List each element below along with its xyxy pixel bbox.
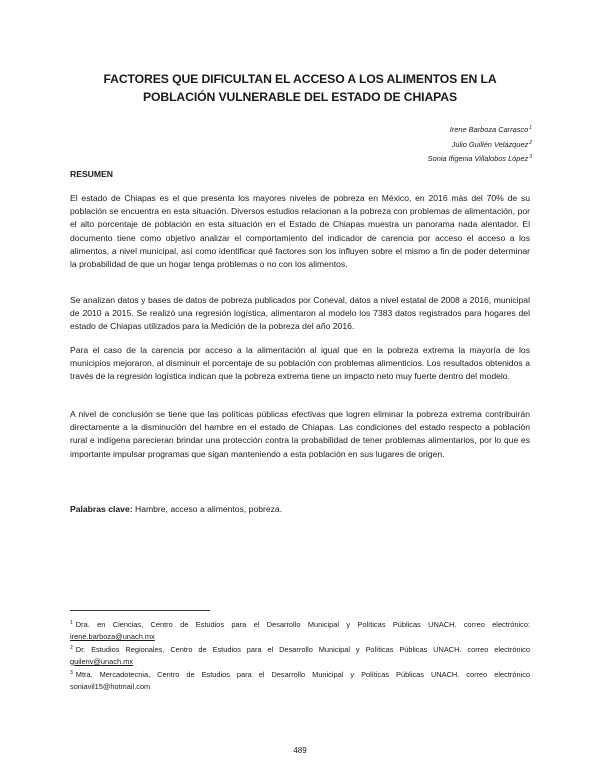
abstract-paragraph-3: Para el caso de la carencia por acceso a la alimentación al igual que en la pobreza extrema la mayoría de los municipios mejoraron, al disminuir el porcentaje de su población con problemas alimenticios. Los resultados obtenidos a través de la regresión logística indican que la pobreza extrema tiene un impacto neto muy fuerte dentro del modelo. — [70, 345, 530, 382]
author-1-footnote-mark: 1 — [529, 125, 532, 131]
author-2-footnote-mark: 2 — [529, 139, 532, 146]
footnote-2-email-link[interactable]: guilenv@unach.mx — [70, 656, 133, 666]
abstract-paragraph-4: A nivel de conclusión se tiene que las políticas públicas efectivas que logren eliminar la pobreza extrema contribuirán directamente a la disminución del hambre en el estado de Chiapas. Las condiciones del estado respecto a población rural e indígena parecieran brindar una protección contra la probabilidad de tener problemas alimentarios, por lo que es importante impulsar programas que sigan manteniendo a esta población en sus lugares de origen. — [70, 409, 530, 459]
page-number: 489 — [293, 746, 307, 755]
footnote-2: $^2$ Dr. Estudios Regionales, Centro de Estudios para el Desarrollo Municipal y Políticas Públicas UNACH. correo electrónico guilenv@unach.mx — [70, 645, 530, 666]
footnotes — [70, 618, 530, 694]
abstract-paragraph-2: Se analizan datos y bases de datos de pobreza publicados por Coneval, datos a nivel estatal de 2008 a 2016, municipal de 2010 a 2015. Se realizó una regresión logística, alimentaron al modelo los 7383 datos registrados para hogares del estado de Chiapas utilizados para la Medición de la pobreza del año 2016. — [70, 295, 530, 332]
footnote-1-email-link[interactable]: irene.barboza@unach.mx — [70, 631, 155, 641]
footnote-1: $^1$ Dra. en Ciencias, Centro de Estudios para el Desarrollo Municipal y Políticas Públicas UNACH. correo electrónico: irene.barboza@unach.mx — [70, 620, 530, 641]
author-3: Sonia Ifigenia Villalobos López$^3$ — [427, 154, 532, 163]
author-list — [428, 122, 532, 166]
footnote-3: $^3$ Mtra. Mercadotecnia, Centro de Estudios para el Desarrollo Municipal y Políticas Públicas UNACH. correo electrónico soniavil15@hotmail.com — [70, 670, 530, 691]
resumen-heading: RESUMEN — [70, 169, 113, 179]
keywords-label: Palabras clave: — [70, 504, 133, 514]
keywords — [70, 503, 530, 516]
keywords-text: Hambre, acceso a alimentos, pobreza. — [132, 504, 283, 514]
author-1: Irene Barboza Carrasco$^1$ — [449, 125, 532, 134]
footnote-divider — [70, 610, 210, 611]
footnote-3-email: soniavil15@hotmail.com — [70, 681, 151, 691]
author-3-footnote-mark: 3 — [529, 154, 532, 160]
author-2: Julio Guillén Velázquez$^2$ — [451, 139, 532, 149]
abstract-paragraph-1: El estado de Chiapas es el que presenta los mayores niveles de pobreza en México, en 2016 más del 70% de su población se encuentra en esta situación. Diversos estudios relacionan a la pobreza con problemas de alimentación, por el alto porcentaje de población en esta situación en el Estado de Chiapas muestra un panorama nada alentador. El documento tiene como objetivo analizar el comportamiento del indicador de carencia por acceso el acceso a los alimentos, a nivel municipal, así como identificar qué factores son los influyen sobre el mismo a fin de poder determinar la probabilidad de que un hogar tenga problemas o no con los alimentos. — [70, 193, 530, 270]
paper-title: FACTORES QUE DIFICULTAN EL ACCESO A LOS ALIMENTOS EN LA POBLACIÓN VULNERABLE DEL ESTADO DE CHIAPAS — [103, 72, 497, 104]
